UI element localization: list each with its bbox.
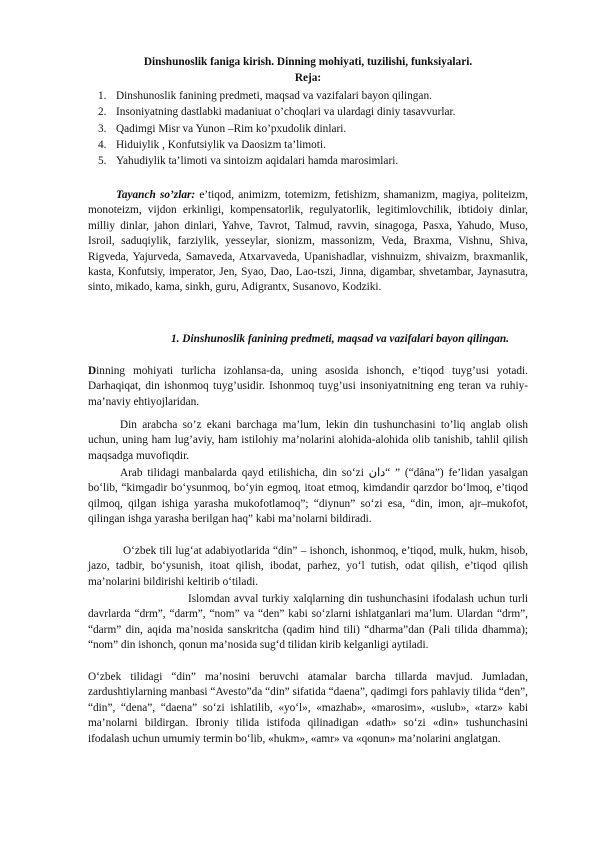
plan-item-number: 1. xyxy=(98,90,107,102)
keywords-label: Tayanch so’zlar: xyxy=(116,189,196,201)
paragraph-initial: D xyxy=(88,365,97,377)
section-heading: 1. Dinshunoslik fanining predmeti, maqsad va vazifalari bayon qilingan. xyxy=(170,333,510,345)
plan-item-number: 4. xyxy=(98,138,107,151)
paragraph-3: Arab tilidagi manbalarda qayd etilishicha, din so‘zi ‎دان“ ” (“dâna”) fe’lidan yasalgan bo‘lib, “kimgadir bo‘ysunmoq, bo‘yin egmoq, itoat etmoq, kimdandir qarzdor bo‘lmoq, e’tiqod qilmoq, qilgan ishiga yarasha mukofotlamoq”; “diynun” so‘zi esa, “din, imon, ajr–mukofot, qilingan ishga yarasha berilgan haq” kabi ma’nolarni bildiradi. xyxy=(88,467,528,526)
paragraph-4: O‘zbek tili lug‘at adabiyotlarida “din” – ishonch, ishonmoq, e’tiqod, mulk, hukm, hisob, jazo, tadbir, bo‘ysunish, itoat qilish, ibodat, parhez, yo‘l tutish, odat qilish, e’tiqod qilish ma’nolarini bildirishi keltirib o‘tiladi. xyxy=(88,545,528,588)
plan-item-number: 2. xyxy=(98,106,107,119)
plan-item-text: Yahudiylik ta’limoti va sintoizm aqidalari hamda marosimlari. xyxy=(116,155,399,168)
paragraph-1 xyxy=(88,364,528,410)
paragraph-5: Islomdan avval turkiy xalqlarning din tushunchasini ifodalash uchun turli davrlarda “drm”, “darm”, “nom” va “den” kabi so‘zlarni ishlatganlari ma’lum. Ulardan “drm”, “darm” din, aqida ma’nosida sanskritcha (qadim hind tili) “dharma”dan (Pali tilida dhamma); “nom” din ishonch, qonun ma’nosida sug‘d tilidan kirib kelganligi aytiladi. xyxy=(88,593,528,652)
plan-item-number: 3. xyxy=(98,122,107,135)
paragraph-1-text: inning mohiyati turlicha izohlansa-da, uning asosida ishonch, e’tiqod tuyg’usi yotadi. Darhaqiqat, din ishonmoq tuyg’usidir. Ishonmoq tuyg’usi insoniyatnitning eng teran va ruhiy- ma’naviy ehtiyojlaridan. xyxy=(88,365,528,408)
keywords-text: e’tiqod, animizm, totemizm, fetishizm, shamanizm, magiya, politeizm, monoteizm, vijdon erkinligi, kompensatorlik, regulyatorlik, legitimlovchilik, ibtidoiy dinlar, milliy dinlar, jahon dinlari, Yahve, Tavrot, Talmud, ravvin, sinagoga, Pasxa, Yahudo, Muso, Isroil, saduqiylik, farziylik, yesseylar, sionizm, massonizm, Veda, Braxma, Vishnu, Shiva, Rigveda, Yajurveda, Samaveda, Atxarvaveda, Upanishadlar, vishnuizm, shivaizm, braxmanlik, kasta, Konfutsiy, imperator, Jen, Syao, Dao, Lao-tszi, Jinna, digambar, shvetambar, Jaynasutra, sinto, mikado, kama, sinkh, guru, Adigrantx, Susanovo, Kodziki. xyxy=(88,189,529,294)
document-title: Dinshunoslik faniga kirish. Dinning mohiyati, tuzilishi, funksiyalari. xyxy=(143,56,473,68)
plan-item xyxy=(98,138,538,154)
plan-item-text: Qadimgi Misr va Yunon –Rim ko’pxudolik dinlari. xyxy=(116,122,347,135)
plan-item xyxy=(98,154,538,170)
plan-item-text: Dinshunoslik fanining predmeti, maqsad va vazifalari bayon qilingan. xyxy=(116,90,432,102)
plan-list xyxy=(98,89,538,170)
plan-item-number: 5. xyxy=(98,155,107,168)
keywords-paragraph xyxy=(88,188,528,296)
plan-item xyxy=(98,89,538,105)
plan-item-text: Insoniyatning dastlabki madaniuat o’choqlari va ulardagi diniy tasavvurlar. xyxy=(116,106,456,119)
plan-item xyxy=(98,122,538,138)
paragraph-6: O‘zbek tilidagi “din” ma’nosini beruvchi atamalar barcha tillarda mavjud. Jumladan, zardushtiylarning manbasi “Avesto”da “din” sifatida “daena”, qadimgi fors pahlaviy tilida “den”, “din”, “dena”, “daena” so‘zi ishlatilib, «yo‘l», «mazhab», «marosim», «uslub», «tarz» kabi ma’nolarni bildirgan. Ibroniy tilida istifoda qilinadigan «dath» so‘zi «din» tushunchasini ifodalash uchun umumiy termin bo‘lib, «hukm», «amr» va «qonun» ma’nolarini anglatgan. xyxy=(88,671,528,745)
paragraph-2: Din arabcha so’z ekani barchaga ma’lum, lekin din tushunchasini to’liq anglab olish uchun, uning ham lug’aviy, ham istilohiy ma’nolarini alohida-alohida olib tanishib, tahlil qilish maqsadga muvofiqdir. xyxy=(88,419,528,462)
plan-label: Reja: xyxy=(294,72,322,84)
plan-item xyxy=(98,105,538,121)
plan-item-text: Hiduiylik , Konfutsiylik va Daosizm ta’limoti. xyxy=(116,138,326,151)
